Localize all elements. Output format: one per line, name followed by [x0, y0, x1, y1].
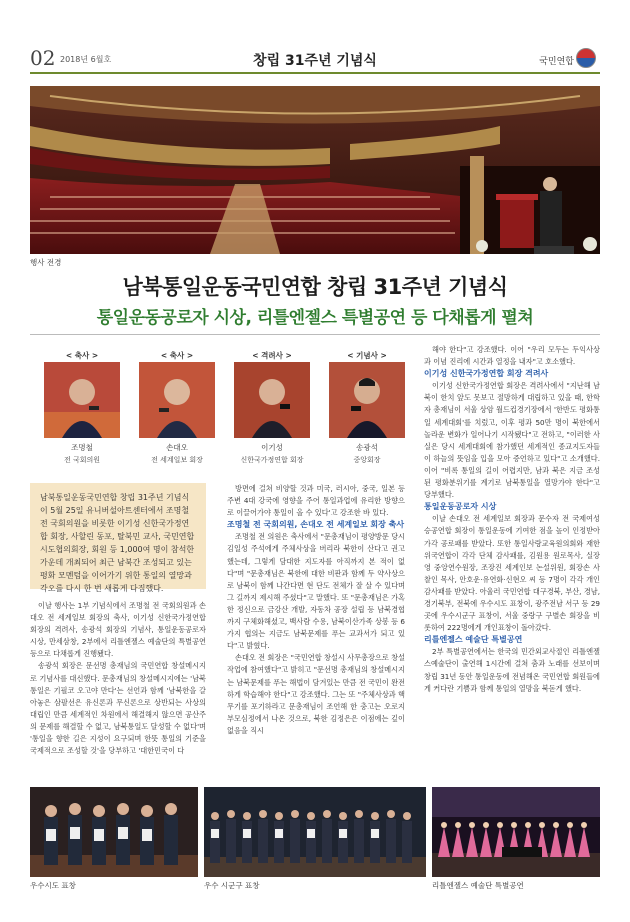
- paragraph: 해야 한다"고 강조했다. 이어 "우리 모두는 두익사상과 이념 진리에 시간과 열정을 내자"고 호소했다.: [424, 345, 600, 367]
- speaker-role: < 기념사 >: [347, 351, 387, 360]
- speaker-photo: [329, 362, 405, 438]
- paragraph: 조명철 전 의원은 축사에서 "문총재님이 평양방문 당시 김일성 주석에게 주체사상을 버리라 북한이 산다고 권고했는데, 그렇게 담대한 지도자를 아직까지 본 적이 없다"며 "문총재님은 북한에 대한 비판과 함께 두 약사상으로 남북이 함께 나간다면 현 단도 전체가 잘 살 수 있다며 그 길까지 제시해 주셨다"고 말했다. 또 "문총재님은 가혹한 정신으로 금강산 개발, 자동차 공장 설립 등 남북경협까지 구체화해셨고, 백사람 수용, 남북이산가족 상봉 등 6가지 협의는 지금도 남북문제를 푸는 교과서가 되고 있다"고 밝혔다.: [227, 532, 405, 651]
- speaker-title: 신한국가정연합 회장: [240, 456, 304, 464]
- paragraph: 이기성 신한국가정연합 회장은 격려사에서 "지난해 남북이 한치 앞도 못보고 절망하게 대립하고 있을 때, 한학자 총재님이 서울 상암 월드컵경기장에서 '한반도 평화통일 세계대회'를 치렀고, 이후 평과 50만 명이 북한에서 놀라운 변화가 일어나기 시작됐다"고 전하고, "이러한 사실은 당시 세계대회에 참가했던 세계적인 종교지도자들이 하늘의 뜻임을 입을 모아 증언하고 있다"고 소개했다. 이어 "비록 통일의 길이 어렵지만, 남과 북은 지금 조성된 평화분위기를 계기로 남북통일을 열망가야 한다"고 당부했다.: [424, 381, 600, 500]
- subheadline: 통일운동공로자 시상, 리틀엔젤스 특별공연 등 다채롭게 펼쳐: [96, 308, 534, 328]
- paragraph: 방면에 걸쳐 비양할 것과 미국, 러시아, 중국, 일본 등 주변 4대 강국에 영향을 주어 통일과업에 유리한 방향으로 이끌어가야 통일이 올 수 있다'고 강조한 바 있다.: [227, 484, 405, 518]
- section-heading: 리틀엔젤스 예술단 특별공연: [424, 635, 523, 645]
- speaker-card: [234, 350, 310, 465]
- paragraph: 2부 특별공연에서는 한국의 민간외교사절인 리틀엔젤스예술단이 출연해 1시간에 걸쳐 춤과 노래를 선보이며 창립 31년 동안 통일운동에 전념해온 국민연합 회원들에게 커다란 기쁨과 함께 통일의 열망을 북돋게 했다.: [424, 647, 600, 693]
- award-photo-cities: [204, 787, 426, 877]
- speaker-title: 중앙회장: [353, 456, 381, 464]
- section-heading: 이기성 신한국가정연합 회장 격려사: [424, 369, 549, 379]
- article-column-2: [227, 483, 405, 780]
- speaker-card: [329, 350, 405, 465]
- speaker-card: [139, 350, 215, 465]
- divider: [30, 334, 600, 335]
- photo-caption: 우수 시군구 표창: [204, 881, 260, 890]
- paragraph: 송광석 회장은 문선명 총재님의 국민연합 창설메시지로 기념사를 대신했다. 문총재님의 창설메시지에는 '남북통일은 기필코 오고야 만다'는 선언과 함께 '남북한을 갈아놓은 삼팔선은 유신론과 무신론으로 상반되는 사상의 대립인 만큼 세계적인 차원에서 해결해지 않으면 공산주의 문제를 해결할 수 없고, 남북통일도 달성할 수 없다'며 '통일을 향한 길은 지성이 요구되며 한뜻 통일의 기준을 국제적으로 조성할 것'을 당부하고 '대한민국이 다: [30, 661, 206, 756]
- paragraph: 이날 행사는 1부 기념식에서 조명철 전 국회의원과 손대오 전 세계일보 회장의 축사, 이기성 신한국가정연합 회장의 격려사, 송광석 회장의 기념사, 통일운동공로자 시상, 만세삼창, 2부에서 리틀엔젤스 예술단의 특별공연 등으로 다채롭게 진행됐다.: [30, 601, 206, 659]
- speaker-name: 이기성: [261, 443, 283, 452]
- paragraph: 손대오 전 회장은 "국민연합 창설시 사무총장으로 창설 작업에 참여했다"고 밝히고 "문선명 총재님의 창설메시지는 남북문제를 푸는 해법이 담겨있는 만큼 전 국민이 완전하게 학습해야 한다"고 강조했다. 그는 또 "주체사상과 핵무기를 포기하라고 문총재님이 조언해 한 충고는 오로지 부모심정에서 나온 것으로, 북한 김정은은 이점에는 깊이 없음을 직시: [227, 653, 405, 735]
- article-column-1: [30, 600, 206, 780]
- little-angels-photo: [432, 787, 600, 877]
- speaker-card: [44, 350, 120, 465]
- main-event-photo: [30, 86, 600, 254]
- photo-caption: 우수시도 표창: [30, 881, 76, 890]
- brand-logo-icon: [576, 48, 596, 68]
- article-summary: 남북통일운동국민연합 창립 31주년 기념식이 5월 25일 유니버설아트센터에서 조명철 전 국회의원을 비롯한 이기성 신한국가정연합 회장, 사할린 동포, 탈북민 교사, 국민연합 시도협의회장, 회원 등 1,000여 명이 참석한 가운데 개최되어 최근 남북간 조성되고 있는 평화 모멘텀을 이어가기 위한 통일의 열망과 각오를 다시 한 번 새롭게 다짐했다.: [30, 483, 206, 589]
- award-photo-provinces: [30, 787, 198, 877]
- speaker-role: < 격려사 >: [252, 351, 292, 360]
- brand-name: 국민연합: [539, 57, 574, 67]
- article-column-3: [424, 344, 600, 780]
- speaker-name: 손대오: [166, 443, 188, 452]
- issue-date: 2018년 6월호: [60, 55, 112, 64]
- photo-caption: 리틀엔젤스 예술단 특별공연: [432, 881, 524, 890]
- headline: 남북통일운동국민연합 창립 31주년 기념식: [122, 275, 508, 299]
- speaker-photo: [139, 362, 215, 438]
- page-number: 02: [30, 46, 56, 70]
- section-heading: 조명철 전 국회의원, 손대오 전 세계일보 회장 축사: [227, 520, 405, 530]
- speaker-role: < 축사 >: [160, 351, 194, 360]
- speaker-name: 송광석: [356, 443, 378, 452]
- main-photo-caption: 행사 전경: [30, 258, 62, 267]
- page-header: [30, 44, 600, 74]
- speaker-photo: [234, 362, 310, 438]
- paragraph: 이날 손대오 전 세계일보 회장과 문수자 전 국제여성승공연합 회장이 통일운동에 기여한 점을 높이 인정받아 가각 공로패를 받았다. 또한 통일사랑교육원의회와 재한위국연합이 각각 단체 감사패를, 김원용 원로목사, 실장영 중앙연수원장, 조장진 세계인보 논설위원, 회장손 사찰인 목사, 안호운·유연화·신현오 씨 등 7명이 각각 개인 감사패를 받았다. 아울러 국민연합 대구경북, 부산, 경남, 경기북부, 전북에 우수시도 표창이, 광주전남 서구 등 29곳에 우수시군구 표창이, 서울 중랑구 구별손 회장을 비롯하여 222명에게 개인표창이 돌아갔다.: [424, 514, 600, 633]
- section-heading: 통일운동공로자 시상: [424, 502, 497, 512]
- speaker-name: 조명철: [71, 443, 93, 452]
- speaker-photo: [44, 362, 120, 438]
- speaker-role: < 축사 >: [65, 351, 99, 360]
- section-title: 창립 31주년 기념식: [253, 53, 377, 69]
- speaker-title: 전 세계일보 회장: [151, 456, 203, 464]
- speaker-title: 전 국회의원: [63, 456, 101, 464]
